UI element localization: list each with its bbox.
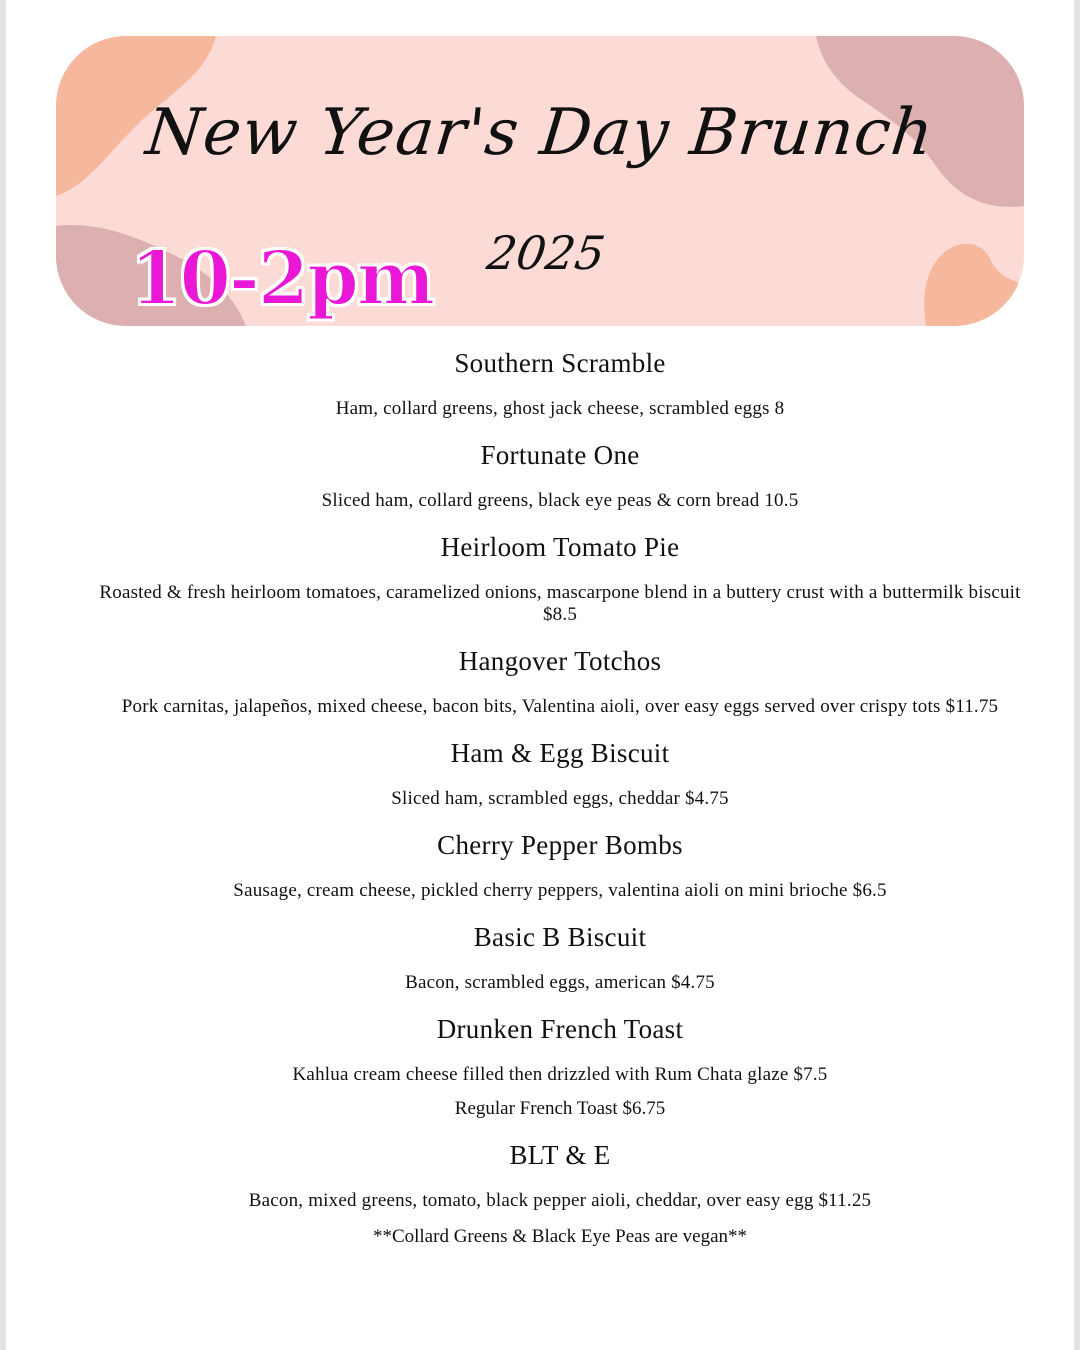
menu-item-description: Sliced ham, scrambled eggs, cheddar $4.75 [391,788,729,809]
menu-title: New Year's Day Brunch [142,96,938,170]
vegan-note: **Collard Greens & Black Eye Peas are vegan** [372,1226,748,1247]
menu-item-name: Drunken French Toast [436,1014,684,1044]
menu-item-name: Hangover Totchos [458,646,662,676]
menu-item [90,640,1030,718]
menu-list [90,340,1030,1248]
menu-item-description: Pork carnitas, jalapeños, mixed cheese, bacon bits, Valentina aioli, over easy eggs served over crispy tots $11.75 [121,696,999,717]
menu-year: 2025 [483,226,609,280]
menu-item [90,526,1030,626]
menu-item-description: Roasted & fresh heirloom tomatoes, caramelized onions, mascarpone blend in a buttery crust with a buttermilk biscuit $8.5 [99,582,1021,625]
left-border [0,0,6,1350]
menu-item-description: Kahlua cream cheese filled then drizzled with Rum Chata glaze $7.5 [292,1064,828,1085]
menu-item-name: Ham & Egg Biscuit [450,738,670,768]
menu-item-description: Ham, collard greens, ghost jack cheese, scrambled eggs 8 [335,398,785,419]
menu-item-name: BLT & E [509,1140,611,1170]
menu-item [90,824,1030,902]
menu-item-name: Fortunate One [480,440,640,470]
menu-item [90,916,1030,994]
menu-item [90,1008,1030,1120]
menu-item-name: Cherry Pepper Bombs [437,830,683,860]
menu-item-name: Basic B Biscuit [473,922,647,952]
menu-item-description: Bacon, mixed greens, tomato, black pepper aioli, cheddar, over easy egg $11.25 [248,1190,872,1211]
menu-item-name: Southern Scramble [454,348,666,378]
menu-item [90,434,1030,512]
service-hours: 10-2pm [130,236,434,322]
menu-item-description: Sliced ham, collard greens, black eye peas & corn bread 10.5 [321,490,799,511]
menu-item [90,342,1030,420]
menu-item [90,732,1030,810]
menu-item-description: Bacon, scrambled eggs, american $4.75 [405,972,715,993]
right-border [1074,0,1080,1350]
menu-item [90,1134,1030,1212]
menu-item-name: Heirloom Tomato Pie [440,532,680,562]
menu-item-variant: Regular French Toast $6.75 [454,1098,666,1119]
menu-item-description: Sausage, cream cheese, pickled cherry peppers, valentina aioli on mini brioche $6.5 [233,880,887,901]
